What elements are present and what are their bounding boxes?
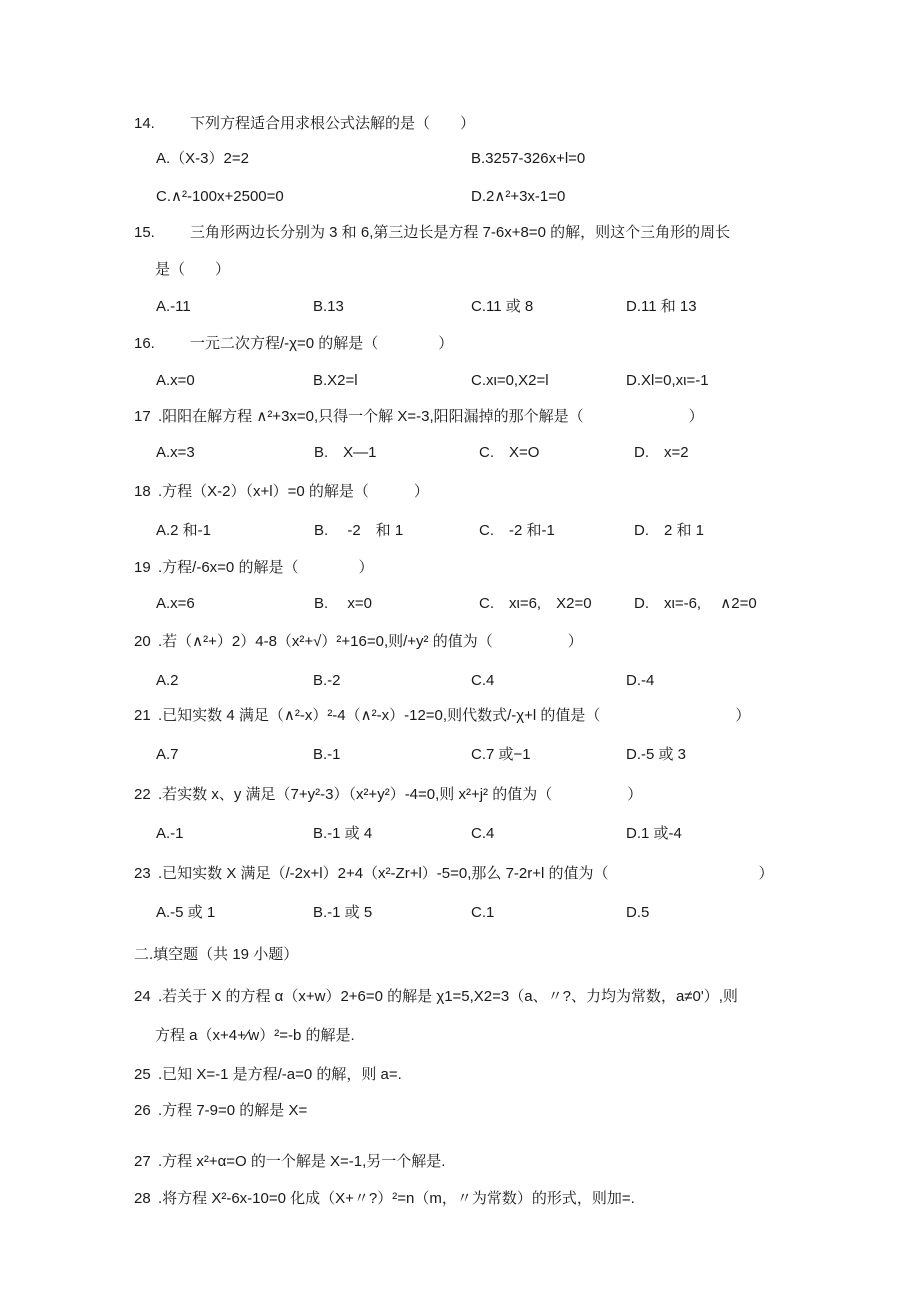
option-b: B. x=0 [314,595,372,612]
option-b: B.-1 或 4 [313,825,373,842]
question-stem: 三角形两边长分别为 3 和 6,第三边长是方程 7-6x+8=0 的解，则这个三角形的周长 [190,224,731,241]
question-number: 21 [134,707,151,724]
question-stem: 下列方程适合用求根公式法解的是（ ） [190,115,476,132]
question-number: 17 [134,408,151,425]
option-d: D.1 或-4 [626,825,682,842]
option-a: A.7 [156,746,179,763]
option-b: B.3257-326x+l=0 [471,150,586,167]
question-stem: .已知实数 4 满足（∧²-x）²-4（∧²-x）-12=0,则代数式/-χ+l 的值是（ ） [158,707,751,724]
option-d: D.-4 [626,672,655,689]
option-b: B.X2=l [313,372,358,389]
question-number: 14. [134,115,155,132]
option-b: B. X—1 [314,444,377,461]
question-stem: .方程 x²+α=O 的一个解是 X=-1,另一个解是. [158,1153,446,1170]
question-stem: .将方程 X²-6x-10=0 化成（X+〃?）²=n（m，〃为常数）的形式，则加=. [158,1190,635,1207]
question-number: 24 [134,988,151,1005]
question-stem: .阳阳在解方程 ∧²+3x=0,只得一个解 X=-3,阳阳漏掉的那个解是（ ） [158,408,704,425]
question-stem-continued: 是（ ） [155,261,231,278]
option-d: D.5 [626,904,650,921]
option-d: D.11 和 13 [626,298,697,315]
option-a: A.2 和-1 [156,522,212,539]
option-c: C.7 或−1 [471,746,531,763]
question-number: 20 [134,633,151,650]
question-stem: .方程（X-2）（x+l）=0 的解是（ ） [158,483,429,500]
question-number: 25 [134,1066,151,1083]
option-a: A.x=0 [156,372,195,389]
option-b: B.13 [313,298,344,315]
option-c: C.4 [471,825,495,842]
question-stem: .已知 X=-1 是方程/-a=0 的解，则 a=. [158,1066,402,1083]
question-number: 26 [134,1102,151,1119]
question-stem: .若实数 x、y 满足（7+y²-3）（x²+y²）-4=0,则 x²+j² 的值为（ ） [158,786,643,803]
option-a: A.x=3 [156,444,195,461]
option-c: C. xι=6, X2=0 [479,595,592,612]
question-stem-continued: 方程 a（x+4+∕w）²=-b 的解是. [155,1027,355,1044]
question-number: 22 [134,786,151,803]
question-stem: .方程/-6x=0 的解是（ ） [158,559,374,576]
option-c: C.∧²-100x+2500=0 [156,188,284,205]
question-number: 15. [134,224,155,241]
section-heading: 二.填空题（共 19 小题） [134,946,299,963]
option-d: D. 2 和 1 [634,522,705,539]
question-number: 19 [134,559,151,576]
option-c: C. X=O [479,444,540,461]
option-a: A.-1 [156,825,184,842]
option-a: A.x=6 [156,595,195,612]
question-number: 28 [134,1190,151,1207]
option-b: B. -2 和 1 [314,522,404,539]
option-d: D. x=2 [634,444,689,461]
question-number: 18 [134,483,151,500]
option-a: A.2 [156,672,179,689]
question-stem: 一元二次方程/-χ=0 的解是（ ） [190,335,454,352]
option-d: D.-5 或 3 [626,746,687,763]
option-c: C.11 或 8 [471,298,534,315]
option-c: C.4 [471,672,495,689]
option-d: D.2∧²+3x-1=0 [471,188,566,205]
option-b: B.-1 或 5 [313,904,373,921]
option-b: B.-2 [313,672,341,689]
question-number: 16. [134,335,155,352]
option-c: C.xι=0,X2=l [471,372,549,389]
question-stem: .若（∧²+）2）4-8（x²+√）²+16=0,则/+y² 的值为（ ） [158,633,583,650]
option-a: A.-11 [156,298,191,315]
question-stem: .方程 7-9=0 的解是 X= [158,1102,308,1119]
option-c: C.1 [471,904,495,921]
question-number: 23 [134,865,151,882]
option-d: D. xι=-6, ∧2=0 [634,595,757,612]
question-stem: .若关于 X 的方程 α（x+w）2+6=0 的解是 χ1=5,X2=3（a、〃?、力均为常数，a≠0'）,则 [158,988,738,1005]
option-c: C. -2 和-1 [479,522,555,539]
option-b: B.-1 [313,746,341,763]
question-number: 27 [134,1153,151,1170]
option-a: A.-5 或 1 [156,904,216,921]
question-stem: .已知实数 X 满足（/-2x+l）2+4（x²-Zr+l）-5=0,那么 7-2r+l 的值为（ ） [158,865,774,882]
option-d: D.Xl=0,xι=-1 [626,372,709,389]
option-a: A.（X-3）2=2 [156,150,249,167]
